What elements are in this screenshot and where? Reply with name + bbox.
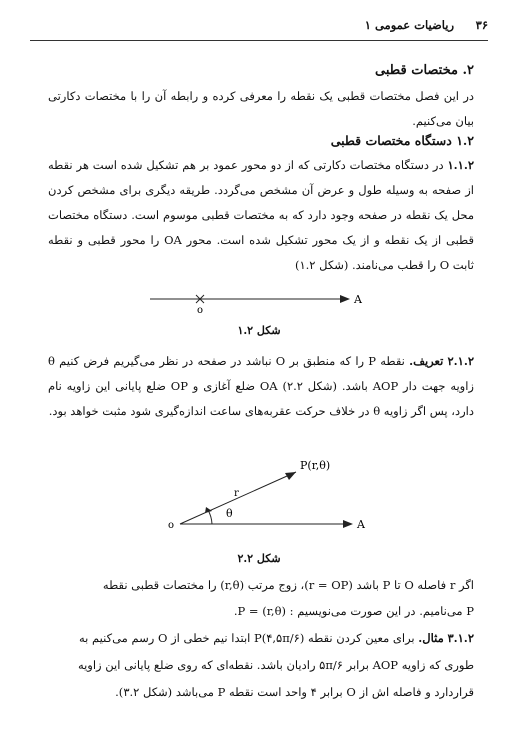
- point-label: P(r,θ): [300, 459, 331, 472]
- text-line: برای معین کردن نقطه (P(۴,۵π/۶ ابتدا نیم خطی از O رسم می‌کنیم به: [78, 631, 415, 645]
- arrowhead-icon: [343, 520, 353, 528]
- pole-label: o: [197, 305, 204, 316]
- text-line: اگر r فاصله O تا P باشد (r = OP)، زوج مرتب (r,θ) را مختصات قطبی نقطه: [102, 578, 474, 592]
- subsection-heading: ۱.۲ دستگاه مختصات قطبی: [330, 133, 474, 148]
- section-intro: در این فصل مختصات قطبی یک نقطه را معرفی کرده و رابطه آن را با مختصات دکارتی بیان می‌کنیم.: [48, 89, 474, 128]
- figure-1-caption: شکل ۱.۲: [237, 324, 281, 337]
- paragraph-text: نقطه P را که منطبق بر O نباشد در صفحه در نظر می‌گیریم فرض کنیم θ زاویه جهت دار AOP باشد. (شکل ۲.۲) OA ضلع آغازی و OP ضلع پایانی این زاویه نام دارد، پس اگر زاویه θ در خلاف حرکت عقربه‌های ساعت اندازه‌گیری شود مثبت خواهد بود.: [48, 354, 474, 418]
- definition-term: تعریف.: [409, 354, 444, 368]
- text-line: طوری که زاویه AOP برابر ۵π/۶ رادیان باشد. نقطه‌ای که روی ضلع پایانی این زاویه: [77, 658, 474, 672]
- figure-polar-point: [0, 455, 518, 545]
- radius-label: r: [234, 488, 239, 499]
- angle-label: θ: [226, 507, 233, 520]
- paragraph-number: ۱.۱.۲: [447, 158, 475, 172]
- example-term: مثال.: [418, 631, 444, 645]
- paragraph-number: ۲.۱.۲: [447, 354, 475, 368]
- paragraph-polar-coordinates: [48, 572, 474, 624]
- text-line: قراردارد و فاصله اش از O برابر ۴ واحد است نقطه P می‌باشد (شکل ۳.۲).: [115, 685, 474, 699]
- running-header: [30, 18, 488, 38]
- paragraph-text: در دستگاه مختصات دکارتی که از دو محور عمود بر هم تشکیل شده است هر نقطه از صفحه به وسیله طول و عرض آن مشخص می‌گردد. طریقه دیگری برای مشخص کردن محل یک نقطه در صفحه وجود دارد که به مختصات قطبی موسوم است. دستگاه مختصات قطبی از یک نقطه و از یک محور تشکیل شده است. محور OA را محور قطبی و نقطه ثابت O را قطب می‌نامند. (شکل ۱.۲): [48, 158, 474, 272]
- angle-arc: [208, 510, 212, 524]
- axis-end-label: A: [354, 293, 362, 306]
- paragraph-2-1-2: [48, 349, 474, 424]
- axis-end-label: A: [357, 518, 365, 531]
- paragraph-3-1-2: [48, 625, 474, 706]
- figure-polar-axis: [0, 288, 518, 328]
- paragraph-number: ۳.۱.۲: [447, 631, 474, 645]
- paragraph-1-1-2: [48, 153, 474, 278]
- page-number: ۳۶: [475, 18, 488, 32]
- pole-label: o: [168, 520, 175, 531]
- section-heading: ۲. مختصات قطبی: [375, 63, 474, 78]
- arrowhead-icon: [340, 295, 350, 303]
- running-title: ریاضیات عمومی ۱: [364, 18, 454, 32]
- header-rule: [30, 40, 488, 41]
- text-line: P می‌نامیم. در این صورت می‌نویسیم : P = (r,θ).: [233, 604, 474, 618]
- figure-2-caption: شکل ۲.۲: [237, 552, 281, 565]
